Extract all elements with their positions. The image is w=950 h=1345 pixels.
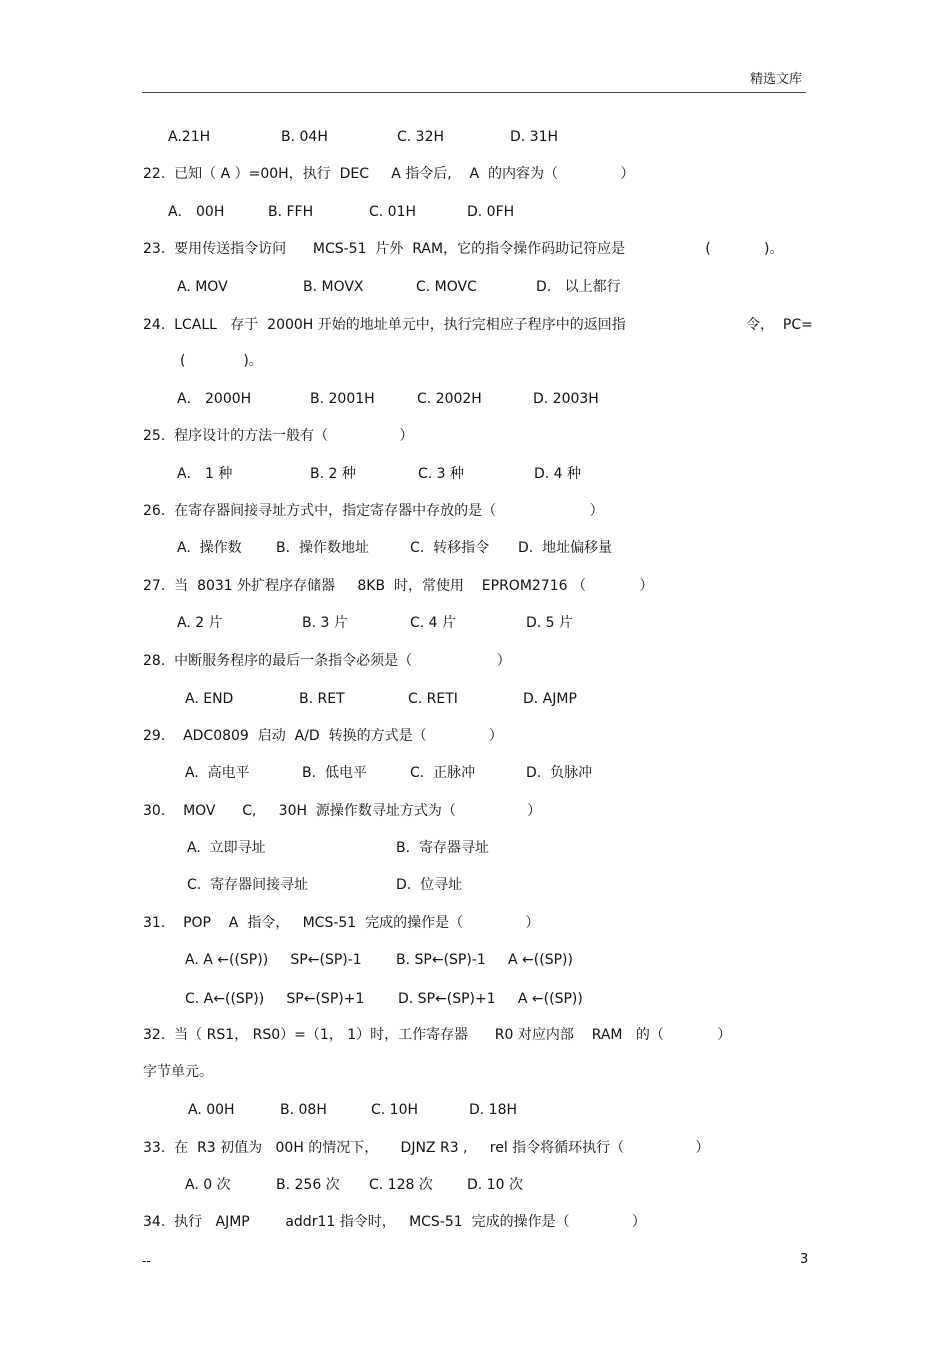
q21-option-a: A.21H	[168, 129, 211, 145]
q30-option-d: D. 位寻址	[396, 877, 463, 893]
q27-option-c: C. 4 片	[410, 615, 457, 631]
q29-option-d: D. 负脉冲	[526, 765, 593, 781]
q33-option-a: A. 0 次	[185, 1177, 231, 1193]
question-32: 32. 当（ RS1， RS0）=（1， 1）时，工作寄存器 R0 对应内部 RAM 的（ ）	[143, 1027, 732, 1043]
question-24: 24. LCALL 存于 2000H 开始的地址单元中，执行完相应子程序中的返回指	[143, 317, 626, 333]
q24-option-a: A． 2000H	[177, 391, 252, 407]
q30-option-a: A. 立即寻址	[187, 840, 266, 856]
q29-option-a: A. 高电平	[185, 765, 250, 781]
q26-option-d: D. 地址偏移量	[518, 540, 613, 556]
q27-option-b: B. 3 片	[302, 615, 348, 631]
page-header	[142, 66, 806, 93]
q26-option-b: B. 操作数地址	[276, 540, 369, 556]
q22-option-c: C. 01H	[369, 204, 417, 220]
q26-option-c: C. 转移指令	[410, 540, 490, 556]
q21-option-b: B. 04H	[281, 129, 328, 145]
q28-option-d: D. AJMP	[523, 691, 577, 707]
q27-option-d: D. 5 片	[526, 615, 574, 631]
q25-option-c: C. 3 种	[418, 466, 465, 482]
question-27: 27. 当 8031 外扩程序存储器 8KB 时，常使用 EPROM2716 （ ）	[143, 578, 654, 594]
question-25: 25. 程序设计的方法一般有（ ）	[143, 428, 414, 444]
q26-option-a: A. 操作数	[177, 540, 242, 556]
q31-option-b: B. SP←(SP)-1 A ←((SP))	[396, 952, 573, 968]
q23-option-c: C. MOVC	[416, 279, 477, 295]
q29-option-b: B. 低电平	[302, 765, 367, 781]
question-33: 33. 在 R3 初值为 00H 的情况下， DJNZ R3 , rel 指令将循环执行（ ）	[143, 1140, 710, 1156]
q23-option-a: A. MOV	[177, 279, 228, 295]
q27-option-a: A. 2 片	[177, 615, 223, 631]
question-31: 31. POP A 指令， MCS-51 完成的操作是（ ）	[143, 915, 540, 931]
q31-option-c: C. A←((SP)) SP←(SP)+1	[185, 991, 365, 1007]
q25-option-d: D. 4 种	[534, 466, 582, 482]
q32-option-d: D. 18H	[469, 1102, 518, 1118]
q22-option-b: B. FFH	[268, 204, 314, 220]
question-26: 26. 在寄存器间接寻址方式中，指定寄存器中存放的是（ ）	[143, 503, 604, 519]
q28-option-a: A. END	[185, 691, 234, 707]
q22-option-a: A． 00H	[168, 204, 225, 220]
question-28: 28. 中断服务程序的最后一条指令必须是（ ）	[143, 653, 511, 669]
footer-left-mark: --	[142, 1254, 151, 1268]
q33-option-d: D. 10 次	[467, 1177, 523, 1193]
q23-option-d: D. 以上都行	[536, 279, 621, 295]
q30-option-c: C. 寄存器间接寻址	[187, 877, 309, 893]
question-22: 22. 已知（ A ）=00H，执行 DEC A 指令后, A 的内容为（ ）	[143, 166, 635, 182]
page-number: 3	[800, 1252, 809, 1267]
question-24-line2: ( )。	[180, 353, 263, 369]
q25-option-b: B. 2 种	[310, 466, 356, 482]
q33-option-b: B. 256 次	[276, 1177, 340, 1193]
q30-option-b: B. 寄存器寻址	[396, 840, 489, 856]
header-title: 精选文库	[749, 72, 802, 87]
q29-option-c: C. 正脉冲	[410, 765, 476, 781]
q28-option-b: B. RET	[299, 691, 345, 707]
question-23: 23. 要用传送指令访问 MCS-51 片外 RAM，它的指令操作码助记符应是 ( )。	[143, 241, 784, 257]
q25-option-a: A． 1 种	[177, 466, 233, 482]
q31-option-a: A. A ←((SP)) SP←(SP)-1	[185, 952, 362, 968]
question-24-right: 令， PC=	[746, 317, 813, 333]
q24-option-d: D. 2003H	[533, 391, 599, 407]
q24-option-c: C. 2002H	[417, 391, 482, 407]
q21-option-d: D. 31H	[510, 129, 559, 145]
q23-option-b: B. MOVX	[303, 279, 364, 295]
q32-option-b: B. 08H	[280, 1102, 327, 1118]
q31-option-d: D. SP←(SP)+1 A ←((SP))	[398, 991, 583, 1007]
q22-option-d: D. 0FH	[467, 204, 515, 220]
q32-option-c: C. 10H	[371, 1102, 419, 1118]
q32-option-a: A. 00H	[188, 1102, 235, 1118]
question-29: 29. ADC0809 启动 A/D 转换的方式是（ ）	[143, 728, 503, 744]
q28-option-c: C. RETI	[408, 691, 458, 707]
q24-option-b: B. 2001H	[310, 391, 375, 407]
q33-option-c: C. 128 次	[369, 1177, 433, 1193]
question-30: 30. MOV C, 30H 源操作数寻址方式为（ ）	[143, 803, 542, 819]
question-34: 34. 执行 AJMP addr11 指令时， MCS-51 完成的操作是（ ）	[143, 1214, 646, 1230]
q21-option-c: C. 32H	[397, 129, 445, 145]
question-32-line2: 字节单元。	[143, 1064, 213, 1080]
